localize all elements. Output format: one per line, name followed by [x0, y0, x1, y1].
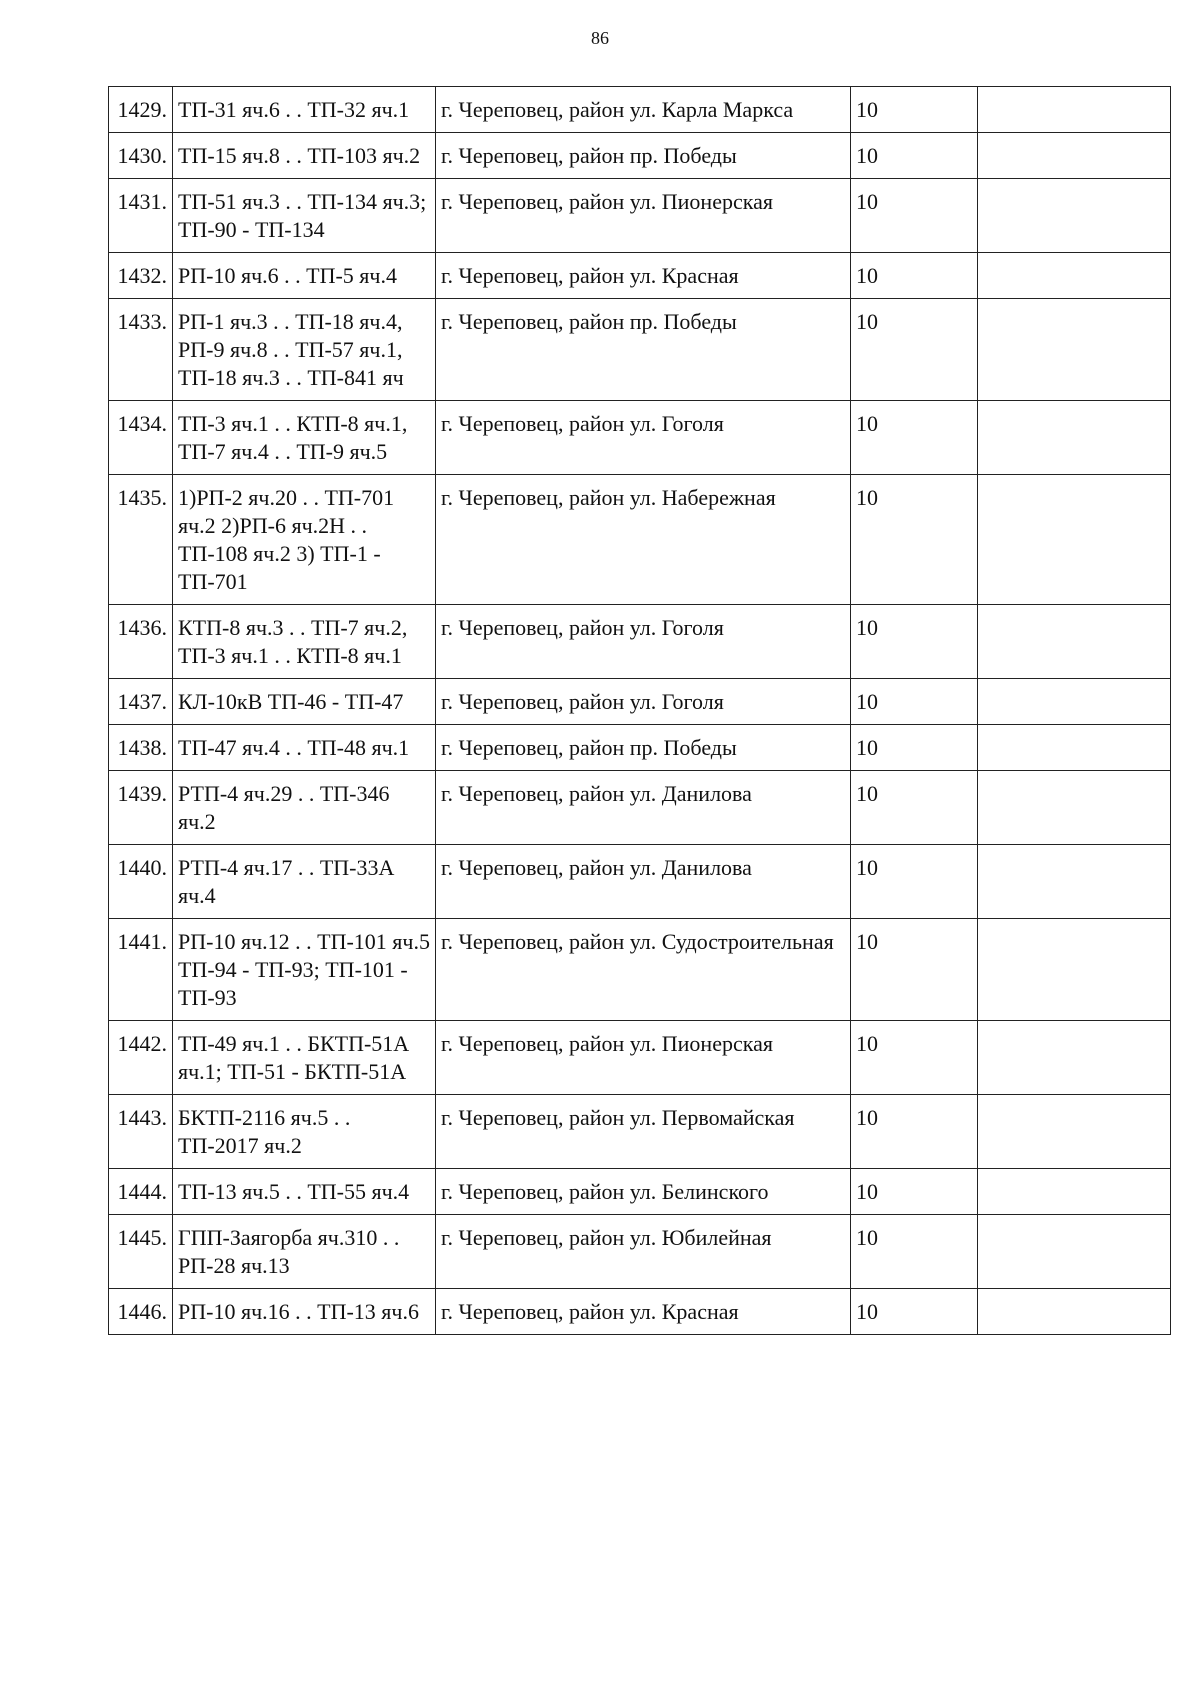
- row-number: 1446.: [109, 1289, 173, 1335]
- line-segment-cell: КЛ-10кВ ТП-46 - ТП-47: [173, 679, 436, 725]
- voltage-cell: 10: [851, 87, 978, 133]
- table-row: [109, 179, 1171, 253]
- address-cell: г. Череповец, район пр. Победы: [436, 725, 851, 771]
- table-row: [109, 725, 1171, 771]
- address-cell: г. Череповец, район ул. Карла Маркса: [436, 87, 851, 133]
- line-segment-cell: ТП-3 яч.1 . . КТП-8 яч.1, ТП-7 яч.4 . . ТП-9 яч.5: [173, 401, 436, 475]
- voltage-cell: 10: [851, 253, 978, 299]
- table-row: [109, 919, 1171, 1021]
- address-cell: г. Череповец, район ул. Гоголя: [436, 605, 851, 679]
- row-number: 1429.: [109, 87, 173, 133]
- address-cell: г. Череповец, район ул. Данилова: [436, 845, 851, 919]
- note-cell: [978, 1095, 1171, 1169]
- note-cell: [978, 725, 1171, 771]
- voltage-cell: 10: [851, 1289, 978, 1335]
- note-cell: [978, 919, 1171, 1021]
- voltage-cell: 10: [851, 299, 978, 401]
- voltage-cell: 10: [851, 605, 978, 679]
- address-cell: г. Череповец, район ул. Пионерская: [436, 179, 851, 253]
- row-number: 1438.: [109, 725, 173, 771]
- note-cell: [978, 133, 1171, 179]
- voltage-cell: 10: [851, 475, 978, 605]
- table-row: [109, 771, 1171, 845]
- line-segment-cell: РТП-4 яч.29 . . ТП-346 яч.2: [173, 771, 436, 845]
- line-segment-cell: ГПП-Заягорба яч.310 . . РП-28 яч.13: [173, 1215, 436, 1289]
- address-cell: г. Череповец, район ул. Юбилейная: [436, 1215, 851, 1289]
- row-number: 1441.: [109, 919, 173, 1021]
- line-segment-cell: ТП-15 яч.8 . . ТП-103 яч.2: [173, 133, 436, 179]
- voltage-cell: 10: [851, 1021, 978, 1095]
- row-number: 1442.: [109, 1021, 173, 1095]
- line-segment-cell: РП-10 яч.16 . . ТП-13 яч.6: [173, 1289, 436, 1335]
- note-cell: [978, 401, 1171, 475]
- row-number: 1430.: [109, 133, 173, 179]
- cable-line-table: [108, 86, 1171, 1335]
- table-row: [109, 475, 1171, 605]
- address-cell: г. Череповец, район ул. Гоголя: [436, 679, 851, 725]
- line-segment-cell: ТП-13 яч.5 . . ТП-55 яч.4: [173, 1169, 436, 1215]
- note-cell: [978, 845, 1171, 919]
- table-row: [109, 401, 1171, 475]
- table-row: [109, 845, 1171, 919]
- line-segment-cell: БКТП-2116 яч.5 . . ТП-2017 яч.2: [173, 1095, 436, 1169]
- voltage-cell: 10: [851, 919, 978, 1021]
- table-row: [109, 1169, 1171, 1215]
- table-row: [109, 605, 1171, 679]
- row-number: 1432.: [109, 253, 173, 299]
- address-cell: г. Череповец, район ул. Белинского: [436, 1169, 851, 1215]
- line-segment-cell: ТП-31 яч.6 . . ТП-32 яч.1: [173, 87, 436, 133]
- page-number: 86: [591, 28, 609, 48]
- row-number: 1435.: [109, 475, 173, 605]
- address-cell: г. Череповец, район ул. Гоголя: [436, 401, 851, 475]
- row-number: 1436.: [109, 605, 173, 679]
- address-cell: г. Череповец, район пр. Победы: [436, 133, 851, 179]
- voltage-cell: 10: [851, 771, 978, 845]
- row-number: 1440.: [109, 845, 173, 919]
- note-cell: [978, 475, 1171, 605]
- table-row: [109, 253, 1171, 299]
- table-row: [109, 87, 1171, 133]
- table-row: [109, 1215, 1171, 1289]
- row-number: 1433.: [109, 299, 173, 401]
- voltage-cell: 10: [851, 845, 978, 919]
- address-cell: г. Череповец, район ул. Первомайская: [436, 1095, 851, 1169]
- note-cell: [978, 1169, 1171, 1215]
- row-number: 1444.: [109, 1169, 173, 1215]
- line-segment-cell: КТП-8 яч.3 . . ТП-7 яч.2, ТП-3 яч.1 . . КТП-8 яч.1: [173, 605, 436, 679]
- voltage-cell: 10: [851, 1215, 978, 1289]
- row-number: 1439.: [109, 771, 173, 845]
- address-cell: г. Череповец, район пр. Победы: [436, 299, 851, 401]
- address-cell: г. Череповец, район ул. Красная: [436, 253, 851, 299]
- row-number: 1437.: [109, 679, 173, 725]
- line-segment-cell: 1)РП-2 яч.20 . . ТП-701 яч.2 2)РП-6 яч.2Н . . ТП-108 яч.2 3) ТП-1 - ТП-701: [173, 475, 436, 605]
- voltage-cell: 10: [851, 679, 978, 725]
- line-segment-cell: РТП-4 яч.17 . . ТП-33А яч.4: [173, 845, 436, 919]
- address-cell: г. Череповец, район ул. Данилова: [436, 771, 851, 845]
- row-number: 1443.: [109, 1095, 173, 1169]
- address-cell: г. Череповец, район ул. Пионерская: [436, 1021, 851, 1095]
- note-cell: [978, 1289, 1171, 1335]
- address-cell: г. Череповец, район ул. Набережная: [436, 475, 851, 605]
- note-cell: [978, 1021, 1171, 1095]
- line-segment-cell: ТП-51 яч.3 . . ТП-134 яч.3; ТП-90 - ТП-134: [173, 179, 436, 253]
- row-number: 1445.: [109, 1215, 173, 1289]
- line-segment-cell: РП-10 яч.6 . . ТП-5 яч.4: [173, 253, 436, 299]
- note-cell: [978, 299, 1171, 401]
- voltage-cell: 10: [851, 1169, 978, 1215]
- note-cell: [978, 1215, 1171, 1289]
- note-cell: [978, 605, 1171, 679]
- line-segment-cell: РП-10 яч.12 . . ТП-101 яч.5 ТП-94 - ТП-93; ТП-101 - ТП-93: [173, 919, 436, 1021]
- line-segment-cell: ТП-49 яч.1 . . БКТП-51А яч.1; ТП-51 - БКТП-51А: [173, 1021, 436, 1095]
- table-row: [109, 299, 1171, 401]
- table-row: [109, 679, 1171, 725]
- row-number: 1431.: [109, 179, 173, 253]
- voltage-cell: 10: [851, 725, 978, 771]
- note-cell: [978, 679, 1171, 725]
- row-number: 1434.: [109, 401, 173, 475]
- note-cell: [978, 87, 1171, 133]
- note-cell: [978, 253, 1171, 299]
- line-segment-cell: РП-1 яч.3 . . ТП-18 яч.4, РП-9 яч.8 . . ТП-57 яч.1, ТП-18 яч.3 . . ТП-841 яч: [173, 299, 436, 401]
- voltage-cell: 10: [851, 401, 978, 475]
- note-cell: [978, 179, 1171, 253]
- table-body: [109, 87, 1171, 1335]
- voltage-cell: 10: [851, 179, 978, 253]
- table-row: [109, 1289, 1171, 1335]
- note-cell: [978, 771, 1171, 845]
- voltage-cell: 10: [851, 1095, 978, 1169]
- table-row: [109, 1021, 1171, 1095]
- address-cell: г. Череповец, район ул. Красная: [436, 1289, 851, 1335]
- line-segment-cell: ТП-47 яч.4 . . ТП-48 яч.1: [173, 725, 436, 771]
- voltage-cell: 10: [851, 133, 978, 179]
- address-cell: г. Череповец, район ул. Судостроительная: [436, 919, 851, 1021]
- table-row: [109, 133, 1171, 179]
- table-row: [109, 1095, 1171, 1169]
